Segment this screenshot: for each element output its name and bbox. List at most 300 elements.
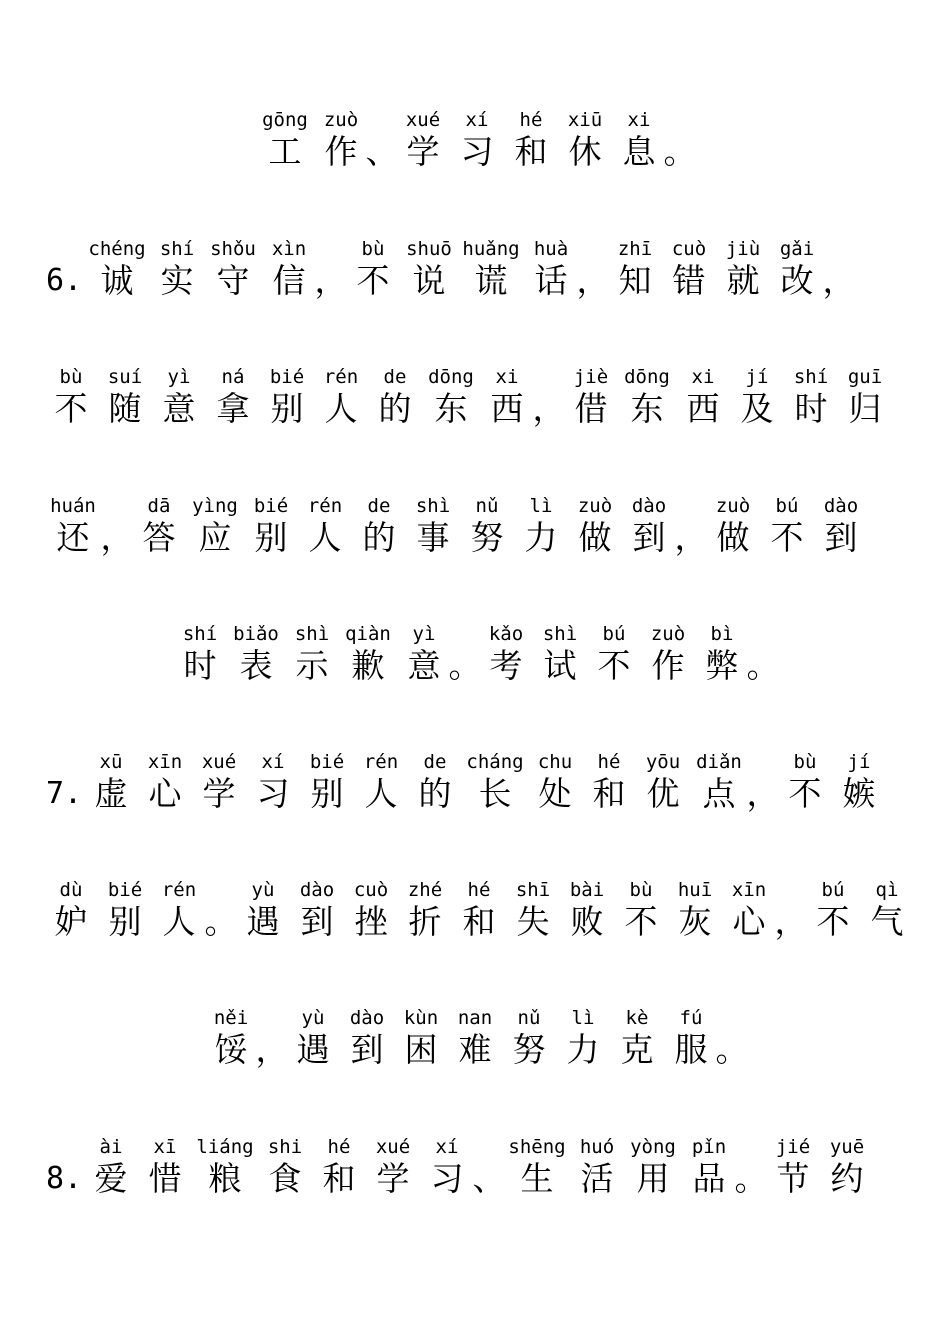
hanzi: 节 (776, 1159, 810, 1198)
pinyin: xí (261, 751, 285, 773)
pinyin: yōu (645, 751, 681, 773)
hanzi: 意 (162, 389, 196, 428)
character-cell (366, 1135, 420, 1199)
pinyin: de (367, 495, 391, 517)
pinyin: bù (629, 879, 653, 901)
pinyin: xué (405, 109, 441, 131)
hanzi: 约 (830, 1159, 864, 1198)
character-cell (339, 622, 397, 686)
pinyin: hé (327, 1136, 351, 1158)
pinyin: xīn (147, 751, 183, 773)
hanzi: 食 (268, 1159, 302, 1198)
hanzi: 和 (592, 774, 626, 813)
hanzi: 粮 (208, 1159, 242, 1198)
pinyin: xué (375, 1136, 411, 1158)
pinyin: bù (361, 238, 385, 260)
pinyin: gǎi (779, 238, 815, 260)
hanzi: 遇 (246, 902, 280, 941)
pinyin: jié (775, 1136, 811, 1158)
pinyin: suí (107, 366, 143, 388)
character-cell (568, 494, 622, 558)
character-cell (564, 365, 618, 429)
character-cell (760, 494, 814, 558)
pinyin: jí (745, 366, 769, 388)
text-line (0, 878, 950, 942)
character-cell (814, 494, 868, 558)
punctuation-cell (255, 1006, 289, 1070)
hanzi: 做 (716, 518, 750, 557)
character-cell (832, 750, 886, 814)
hanzi: 考 (489, 646, 523, 685)
pinyin: jiè (573, 366, 609, 388)
hanzi: 学 (202, 774, 236, 813)
character-cell (514, 494, 568, 558)
hanzi: 不 (788, 774, 822, 813)
punctuation: 。 (204, 902, 238, 941)
pinyin: bié (309, 751, 345, 773)
character-cell (260, 365, 314, 429)
hanzi: 折 (408, 902, 442, 941)
pinyin: nǔ (475, 495, 499, 517)
punctuation-cell (365, 108, 399, 172)
text-line (0, 1006, 950, 1070)
hanzi: 休 (568, 132, 602, 171)
punctuation: ， (822, 261, 856, 300)
character-cell (806, 878, 860, 942)
character-cell (695, 622, 749, 686)
hanzi: 实 (160, 261, 194, 300)
hanzi: 虚 (94, 774, 128, 813)
character-cell (504, 108, 558, 172)
character-cell (352, 494, 406, 558)
hanzi: 和 (322, 1159, 356, 1198)
pinyin: yìng (192, 495, 238, 517)
punctuation-cell (534, 365, 564, 429)
pinyin: chu (537, 751, 573, 773)
hanzi: 习 (256, 774, 290, 813)
item-number (44, 237, 84, 301)
hanzi: 心 (148, 774, 182, 813)
hanzi: 馁 (214, 1030, 248, 1069)
item-number-label: 6. (45, 263, 83, 298)
hanzi: 力 (524, 518, 558, 557)
pinyin: yì (167, 366, 191, 388)
character-cell (398, 878, 452, 942)
character-cell (716, 237, 770, 301)
punctuation-cell (102, 494, 132, 558)
pinyin: nan (457, 1007, 493, 1029)
pinyin: dù (59, 879, 83, 901)
hanzi: 不 (770, 518, 804, 557)
hanzi: 别 (270, 389, 304, 428)
hanzi: 人 (364, 774, 398, 813)
character-cell (612, 108, 666, 172)
hanzi: 活 (580, 1159, 614, 1198)
hanzi: 习 (460, 132, 494, 171)
pinyin: shì (294, 623, 330, 645)
character-cell (614, 878, 668, 942)
character-cell (690, 750, 748, 814)
hanzi: 努 (470, 518, 504, 557)
pinyin: zuò (715, 495, 751, 517)
pinyin: xí (435, 1136, 459, 1158)
hanzi: 失 (516, 902, 550, 941)
pinyin: jí (847, 751, 871, 773)
character-cell (662, 237, 716, 301)
character-cell (354, 750, 408, 814)
punctuation: 。 (663, 132, 697, 171)
character-cell (766, 1135, 820, 1199)
pinyin: xiū (567, 109, 603, 131)
pinyin: bú (821, 879, 845, 901)
punctuation: ， (576, 261, 610, 300)
character-cell (641, 622, 695, 686)
hanzi: 诚 (100, 261, 134, 300)
pinyin: dōng (624, 366, 670, 388)
punctuation: 。 (448, 646, 482, 685)
hanzi: 气 (870, 902, 904, 941)
character-cell (622, 494, 676, 558)
character-cell (506, 878, 560, 942)
hanzi: 妒 (54, 902, 88, 941)
character-cell (227, 622, 285, 686)
hanzi: 息 (622, 132, 656, 171)
character-cell (706, 494, 760, 558)
hanzi: 不 (54, 389, 88, 428)
character-cell (84, 237, 150, 301)
punctuation-cell (748, 750, 778, 814)
character-cell (524, 237, 578, 301)
character-cell (784, 365, 838, 429)
pinyin: huī (677, 879, 713, 901)
hanzi: 拿 (216, 389, 250, 428)
hanzi: 心 (732, 902, 766, 941)
hanzi: 到 (300, 902, 334, 941)
hanzi: 时 (183, 646, 217, 685)
character-cell (397, 622, 451, 686)
pinyin: nǔ (517, 1007, 541, 1029)
hanzi: 到 (350, 1030, 384, 1069)
hanzi: 时 (794, 389, 828, 428)
character-cell (246, 750, 300, 814)
pinyin: ài (99, 1136, 123, 1158)
hanzi: 习 (430, 1159, 464, 1198)
character-cell (285, 622, 339, 686)
pinyin: hé (519, 109, 543, 131)
text-line (0, 494, 950, 558)
hanzi: 试 (543, 646, 577, 685)
character-cell (368, 365, 422, 429)
character-cell (556, 1006, 610, 1070)
pinyin: lì (529, 495, 553, 517)
item-number (44, 1135, 84, 1199)
pinyin: jiù (725, 238, 761, 260)
hanzi: 克 (620, 1030, 654, 1069)
character-cell (480, 365, 534, 429)
punctuation: ， (674, 518, 708, 557)
character-cell (560, 878, 614, 942)
hanzi: 守 (216, 261, 250, 300)
character-cell (502, 1006, 556, 1070)
character-cell (150, 237, 204, 301)
pinyin: xī (153, 1136, 177, 1158)
pinyin: něi (213, 1007, 249, 1029)
hanzi: 谎 (474, 261, 508, 300)
character-cell (676, 365, 730, 429)
hanzi: 信 (272, 261, 306, 300)
character-cell (450, 108, 504, 172)
hanzi: 优 (646, 774, 680, 813)
character-cell (98, 365, 152, 429)
punctuation: ， (314, 261, 348, 300)
pinyin: qì (875, 879, 899, 901)
hanzi: 西 (490, 389, 524, 428)
pinyin: kè (625, 1007, 649, 1029)
punctuation: 。 (734, 1159, 768, 1198)
character-cell (722, 878, 776, 942)
character-cell (458, 237, 524, 301)
hanzi: 努 (512, 1030, 546, 1069)
character-cell (610, 1006, 664, 1070)
character-cell (608, 237, 662, 301)
hanzi: 人 (324, 389, 358, 428)
pinyin: chéng (88, 238, 146, 260)
pinyin: shēng (508, 1136, 566, 1158)
character-cell (98, 878, 152, 942)
text-line (0, 1135, 950, 1199)
pinyin: de (383, 366, 407, 388)
pinyin: liáng (196, 1136, 254, 1158)
hanzi: 西 (686, 389, 720, 428)
pinyin: xi (495, 366, 519, 388)
hanzi: 东 (630, 389, 664, 428)
hanzi: 不 (816, 902, 850, 941)
character-cell (394, 1006, 448, 1070)
pinyin: bài (569, 879, 605, 901)
pinyin: yì (412, 623, 436, 645)
hanzi: 歉 (351, 646, 385, 685)
pinyin: shuō (406, 238, 452, 260)
character-cell (262, 237, 316, 301)
pinyin: hé (597, 751, 621, 773)
pinyin: qiàn (345, 623, 391, 645)
punctuation-cell (448, 622, 482, 686)
hanzi: 的 (362, 518, 396, 557)
punctuation: ， (100, 518, 134, 557)
hanzi: 遇 (296, 1030, 330, 1069)
hanzi: 知 (618, 261, 652, 300)
pinyin: yòng (630, 1136, 676, 1158)
hanzi: 改 (780, 261, 814, 300)
character-cell (528, 750, 582, 814)
pinyin: yuē (829, 1136, 865, 1158)
hanzi: 别 (310, 774, 344, 813)
hanzi: 用 (636, 1159, 670, 1198)
pinyin: bié (269, 366, 305, 388)
punctuation-cell (824, 237, 854, 301)
hanzi: 学 (376, 1159, 410, 1198)
hanzi: 学 (406, 132, 440, 171)
character-cell (400, 237, 458, 301)
hanzi: 作 (651, 646, 685, 685)
pinyin: shì (542, 623, 578, 645)
character-cell (422, 365, 480, 429)
character-cell (138, 1135, 192, 1199)
hanzi: 的 (418, 774, 452, 813)
hanzi: 答 (142, 518, 176, 557)
pinyin: dào (299, 879, 335, 901)
pinyin: kǎo (488, 623, 524, 645)
hanzi: 力 (566, 1030, 600, 1069)
hanzi: 的 (378, 389, 412, 428)
pinyin: bú (602, 623, 626, 645)
pinyin: huán (50, 495, 96, 517)
pinyin: yù (301, 1007, 325, 1029)
pinyin: guī (847, 366, 883, 388)
hanzi: 人 (308, 518, 342, 557)
pinyin: hé (467, 879, 491, 901)
pinyin: xi (691, 366, 715, 388)
pinyin: rén (363, 751, 399, 773)
character-cell (682, 1135, 736, 1199)
character-cell (204, 1006, 258, 1070)
hanzi: 惜 (148, 1159, 182, 1198)
character-cell (340, 1006, 394, 1070)
pinyin: lì (571, 1007, 595, 1029)
character-cell (173, 622, 227, 686)
hanzi: 不 (597, 646, 631, 685)
character-cell (462, 750, 528, 814)
hanzi: 意 (407, 646, 441, 685)
punctuation: 、 (365, 132, 399, 171)
pinyin: huó (579, 1136, 615, 1158)
hanzi: 生 (520, 1159, 554, 1198)
pinyin: shǒu (210, 238, 256, 260)
character-cell (570, 1135, 624, 1199)
text-line (0, 237, 950, 301)
character-cell (298, 494, 352, 558)
character-cell (314, 365, 368, 429)
character-cell (624, 1135, 682, 1199)
punctuation: 、 (472, 1159, 506, 1198)
pinyin: kùn (403, 1007, 439, 1029)
hanzi: 到 (824, 518, 858, 557)
character-cell (300, 750, 354, 814)
pinyin: shi (267, 1136, 303, 1158)
character-cell (244, 494, 298, 558)
character-cell (587, 622, 641, 686)
pinyin: xí (465, 109, 489, 131)
character-cell (820, 1135, 874, 1199)
pinyin: xū (99, 751, 123, 773)
hanzi: 东 (434, 389, 468, 428)
pinyin: dōng (428, 366, 474, 388)
character-cell (479, 622, 533, 686)
hanzi: 弊 (705, 646, 739, 685)
text-line (0, 108, 950, 172)
pinyin: bié (107, 879, 143, 901)
hanzi: 示 (295, 646, 329, 685)
pinyin: bì (710, 623, 734, 645)
hanzi: 就 (726, 261, 760, 300)
character-cell (668, 878, 722, 942)
hanzi: 和 (462, 902, 496, 941)
pinyin: xué (201, 751, 237, 773)
punctuation-cell (206, 878, 236, 942)
punctuation: ， (746, 774, 780, 813)
punctuation: ， (532, 389, 566, 428)
pinyin: shí (159, 238, 195, 260)
hanzi: 败 (570, 902, 604, 941)
character-cell (192, 1135, 258, 1199)
hanzi: 和 (514, 132, 548, 171)
character-cell (152, 365, 206, 429)
pinyin: xīn (731, 879, 767, 901)
hanzi: 爱 (94, 1159, 128, 1198)
pinyin: dào (823, 495, 859, 517)
pinyin: cháng (466, 751, 524, 773)
pinyin: ná (221, 366, 245, 388)
hanzi: 服 (674, 1030, 708, 1069)
pinyin: bù (793, 751, 817, 773)
character-cell (636, 750, 690, 814)
pinyin: huà (533, 238, 569, 260)
hanzi: 不 (356, 261, 390, 300)
hanzi: 说 (412, 261, 446, 300)
character-cell (312, 1135, 366, 1199)
character-cell (396, 108, 450, 172)
hanzi: 灰 (678, 902, 712, 941)
text-line (0, 365, 950, 429)
character-cell (206, 365, 260, 429)
hanzi: 点 (702, 774, 736, 813)
pinyin: diǎn (696, 751, 742, 773)
character-cell (138, 750, 192, 814)
punctuation-cell (746, 622, 780, 686)
hanzi: 话 (534, 261, 568, 300)
character-cell (44, 878, 98, 942)
hanzi: 事 (416, 518, 450, 557)
hanzi: 难 (458, 1030, 492, 1069)
punctuation-cell (474, 1135, 504, 1199)
character-cell (192, 750, 246, 814)
character-cell (346, 237, 400, 301)
pinyin: xi (627, 109, 651, 131)
character-cell (344, 878, 398, 942)
pinyin: dā (147, 495, 171, 517)
item-number-label: 7. (45, 776, 83, 811)
character-cell (152, 878, 206, 942)
pinyin: shì (415, 495, 451, 517)
pinyin: fú (679, 1007, 703, 1029)
character-cell (186, 494, 244, 558)
pinyin: rén (307, 495, 343, 517)
punctuation-cell (776, 878, 806, 942)
hanzi: 处 (538, 774, 572, 813)
hanzi: 借 (574, 389, 608, 428)
item-number (44, 750, 84, 814)
hanzi: 嫉 (842, 774, 876, 813)
character-cell (860, 878, 914, 942)
pinyin: bú (775, 495, 799, 517)
pinyin: cuò (353, 879, 389, 901)
character-cell (236, 878, 290, 942)
text-line (0, 750, 950, 814)
character-cell (558, 108, 612, 172)
hanzi: 到 (632, 518, 666, 557)
pinyin: rén (323, 366, 359, 388)
hanzi: 作 (324, 132, 358, 171)
